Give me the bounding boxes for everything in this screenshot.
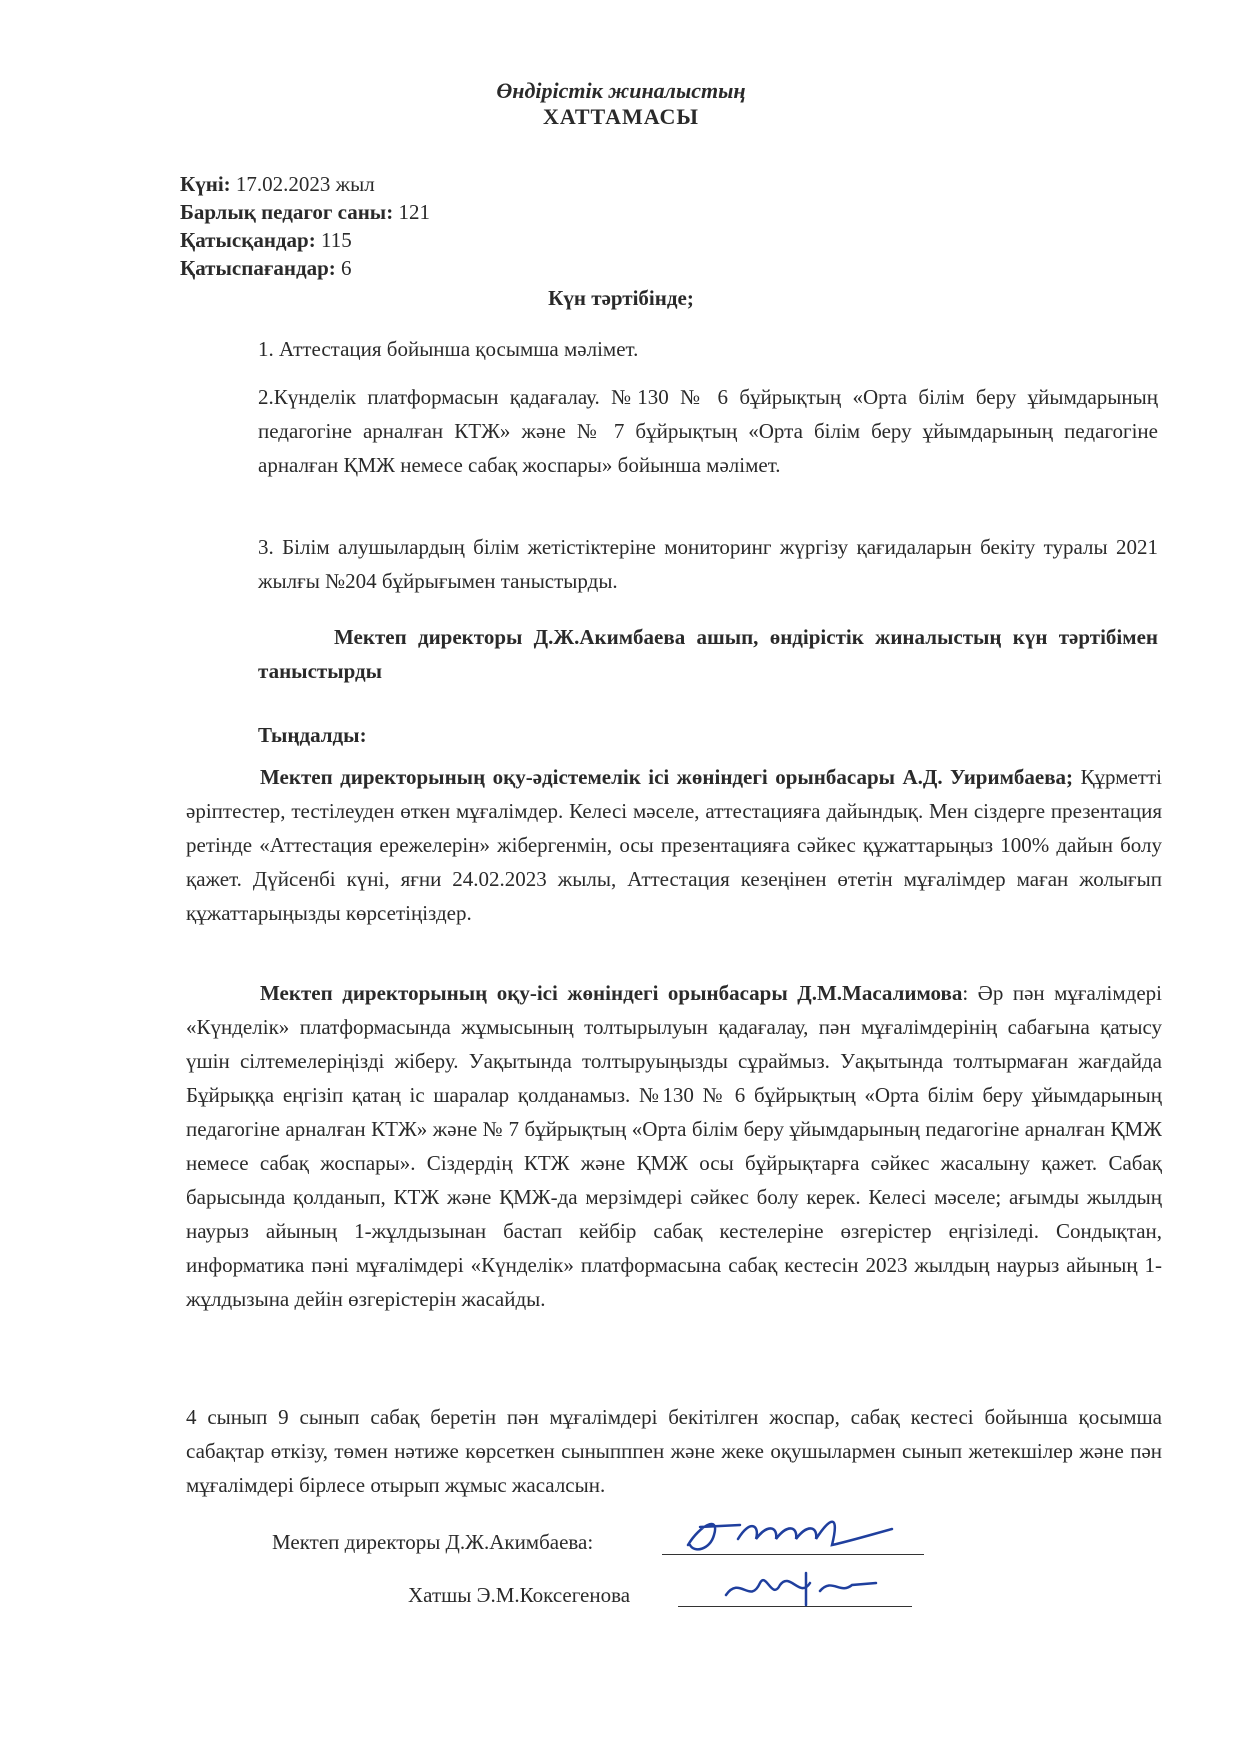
director-signature-label: Мектеп директоры Д.Ж.Акимбаева: — [272, 1530, 594, 1554]
meta-date-value: 17.02.2023 жыл — [230, 172, 375, 196]
speech-2 — [186, 976, 1162, 1316]
agenda-item-3: 3. Білім алушылардың білім жетістіктеріне мониторинг жүргізу қағидаларын бекіту туралы 2021 жылғы №204 бұйрығымен таныстырды. — [258, 535, 1158, 593]
meta-teachers-label: Барлық педагог саны: — [180, 200, 394, 224]
meta-present — [180, 226, 430, 254]
secretary-signature-label: Хатшы Э.М.Коксегенова — [408, 1583, 631, 1607]
speech-1-speaker: Мектеп директорының оқу-әдістемелік ісі жөніндегі орынбасары А.Д. Уиримбаева; — [260, 765, 1074, 789]
meta-absent-label: Қатыспағандар: — [180, 256, 336, 280]
secretary-handwritten-signature — [720, 1565, 880, 1611]
meta-date-label: Күні: — [180, 172, 231, 196]
speech-1 — [186, 760, 1162, 930]
speech-1-text: Құрметті әріптестер, тестілеуден өткен мұғалімдер. Келесі мәселе, аттестацияға дайындық. Мен сіздерге презентация ретінде «Аттестация ережелерін» жібергенмін, осы презентацияға сәйкес құжаттарыңыз 100% дайын болу қажет. Дүйсенбі күні, яғни 24.02.2023 жылы, Аттестация кезеңінен өтетін мұғалімдер маған жолығып құжаттарыңызды көрсетіңіздер. — [186, 765, 1162, 925]
speech-2-text: : Әр пән мұғалімдері «Күнделік» платформасында жұмысының толтырылуын қадағалау, пән мұғалімдерінің сабағына қатысу үшін сілтемелеріңізді жіберу. Уақытында толтыруыңызды сұраймыз. Уақытында толтырмаған жағдайда Бұйрыққа еңгізіп қатаң іс шаралар қолданамыз. №130 № 6 бұйрықтың «Орта білім беру ұйымдарының педагогіне арналған КТЖ» және № 7 бұйрықтың «Орта білім беру ұйымдарының педагогіне арналған ҚМЖ немесе сабақ жоспары». Сіздердің КТЖ және ҚМЖ осы бұйрықтарға сәйкес жасалыну қажет. Сабақ барысында қолданып, КТЖ және ҚМЖ-да мерзімдері сәйкес болу керек. Келесі мәселе; ағымды жылдың наурыз айының 1-жұлдызынан бастап кейбір сабақ кестелеріне өзгерістер еңгізіледі. Сондықтан, информатика пәні мұғалімдері «Күнделік» платформасына сабақ кестесін 2023 жылдың наурыз айының 1-жұлдызына дейін өзгерістерін жасайды. — [186, 981, 1162, 1311]
meta-absent — [180, 254, 430, 282]
document-title-line1: Өндірістік жиналыстың — [496, 78, 746, 103]
agenda-item-1: 1. Аттестация бойынша қосымша мәлімет. — [258, 337, 639, 361]
document-title-line2: ХАТТАМАСЫ — [542, 104, 700, 129]
meta-teachers-value: 121 — [393, 200, 430, 224]
agenda-heading: Күн тәртібінде; — [548, 286, 694, 310]
decision-paragraph: 4 сынып 9 сынып сабақ беретін пән мұғалімдері бекітілген жоспар, сабақ кестесі бойынша қосымша сабақтар өткізу, төмен нәтиже көрсеткен сыныпппен және жеке оқушылармен сынып жетекшілер және пән мұғалімдері бірлесе отырып жұмыс жасалсын. — [186, 1405, 1162, 1497]
meeting-meta — [180, 170, 430, 282]
meta-teachers — [180, 198, 430, 226]
agenda-item-2: 2.Күнделік платформасын қадағалау. №130 № 6 бұйрықтың «Орта білім беру ұйымдарының педагогіне арналған КТЖ» және № 7 бұйрықтың «Орта білім беру ұйымдарының педагогіне арналған ҚМЖ немесе сабақ жоспары» бойынша мәлімет. — [258, 385, 1158, 477]
heard-label: Тыңдалды: — [258, 723, 367, 747]
opening-paragraph: Мектеп директоры Д.Ж.Акимбаева ашып, өндірістік жиналыстың күн тәртібімен таныстырды — [258, 625, 1158, 683]
speech-2-speaker: Мектеп директорының оқу-ісі жөніндегі орынбасары Д.М.Масалимова — [260, 981, 963, 1005]
meta-present-label: Қатысқандар: — [180, 228, 316, 252]
director-handwritten-signature — [680, 1505, 900, 1561]
meta-date — [180, 170, 430, 198]
meta-absent-value: 6 — [335, 256, 352, 280]
meta-present-value: 115 — [315, 228, 352, 252]
